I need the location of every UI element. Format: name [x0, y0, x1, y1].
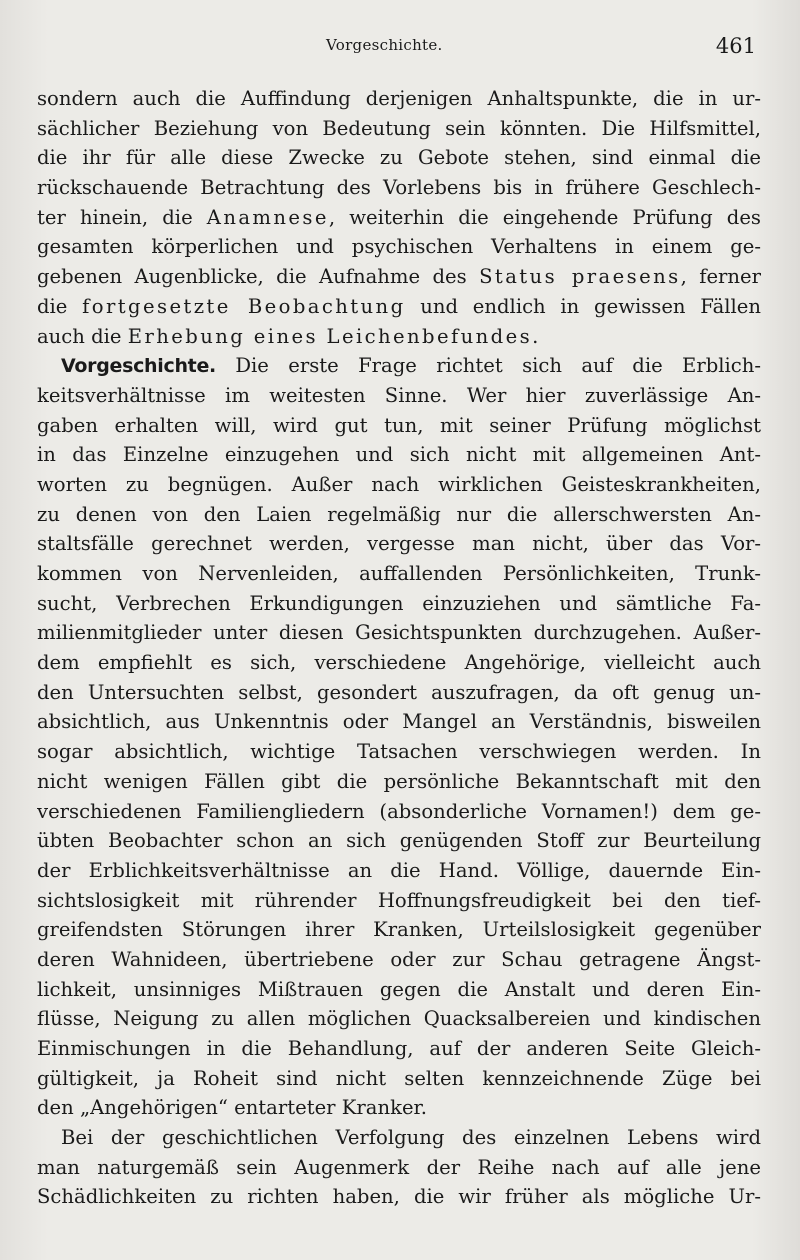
- text-line: [37, 559, 761, 589]
- line-text: zu denen von den Laien regelmäßig nur die allerschwersten An-: [37, 502, 761, 526]
- line-text: Bei der geschichtlichen Verfolgung des einzelnen Lebens wird: [61, 1126, 761, 1150]
- text-line: [37, 262, 761, 292]
- line-text: absichtlich, aus Unkenntnis oder Mangel an Verständnis, bisweilen: [37, 710, 761, 734]
- text-line: [37, 114, 761, 144]
- line-text: nicht wenigen Fällen gibt die persönliche Bekanntschaft mit den: [37, 769, 761, 793]
- line-text: milienmitglieder unter diesen Gesichtspunkten durchzugehen. Außer-: [37, 621, 761, 645]
- line-text: flüsse, Neigung zu allen möglichen Quacksalbereien und kindischen: [37, 1007, 761, 1031]
- page-number: 461: [715, 34, 756, 58]
- line-text: sucht, Verbrechen Erkundigungen einzuziehen und sämtliche Fa-: [37, 591, 761, 615]
- line-text: man naturgemäß sein Augenmerk der Reihe nach auf alle jene: [37, 1155, 761, 1179]
- text-line: [37, 945, 761, 975]
- text-line: [37, 322, 761, 352]
- line-text: staltsfälle gerechnet werden, vergesse man nicht, über das Vor-: [37, 532, 761, 556]
- line-text: den „Angehörigen“ entarteter Kranker.: [37, 1096, 427, 1120]
- line-text: , weiterhin die eingehende Prüfung des: [328, 205, 761, 229]
- text-line: [37, 1123, 761, 1153]
- line-text: und endlich in gewissen Fällen: [405, 294, 761, 318]
- line-text: verschiedenen Familiengliedern (absonderliche Vornamen!) dem ge-: [37, 799, 761, 823]
- line-text: die ihr für alle diese Zwecke zu Gebote stehen, sind einmal die: [37, 146, 761, 170]
- line-text: Schädlichkeiten zu richten haben, die wir früher als mögliche Ur-: [37, 1185, 761, 1209]
- text-line: [37, 1182, 761, 1212]
- text-line: [37, 915, 761, 945]
- line-text: , ferner: [680, 265, 761, 289]
- section-lead-heading: Vorgeschichte.: [61, 355, 216, 378]
- spaced-emphasis: Anamnese: [206, 205, 329, 229]
- text-line: [37, 1034, 761, 1064]
- line-text: sogar absichtlich, wichtige Tatsachen verschwiegen werden. In: [37, 740, 761, 764]
- text-line: [37, 411, 761, 441]
- text-line: [37, 589, 761, 619]
- line-text: ter hinein, die: [37, 205, 207, 229]
- text-line: [37, 529, 761, 559]
- line-text: dem empfiehlt es sich, verschiedene Angehörige, vielleicht auch: [37, 651, 761, 675]
- text-line: [37, 1064, 761, 1094]
- line-text: greifendsten Störungen ihrer Kranken, Urteilslosigkeit gegenüber: [37, 918, 761, 942]
- text-line: [37, 1153, 761, 1183]
- line-text: übten Beobachter schon an sich genügenden Stoff zur Beurteilung: [37, 829, 761, 853]
- line-text: gesamten körperlichen und psychischen Verhaltens in einem ge-: [37, 235, 761, 259]
- text-line: [37, 707, 761, 737]
- line-text: keitsverhältnisse im weitesten Sinne. Wer hier zuverlässige An-: [37, 383, 761, 407]
- line-text: lichkeit, unsinniges Mißtrauen gegen die Anstalt und deren Ein-: [37, 977, 761, 1001]
- text-line: [37, 767, 761, 797]
- spaced-emphasis: Erhebung eines Leichenbefundes: [127, 324, 533, 348]
- line-text: auch die: [37, 324, 128, 348]
- text-line: [37, 648, 761, 678]
- text-line: [37, 470, 761, 500]
- line-text: sächlicher Beziehung von Bedeutung sein könnten. Die Hilfsmittel,: [37, 116, 761, 140]
- line-text: worten zu begnügen. Außer nach wirklichen Geisteskrankheiten,: [37, 472, 761, 496]
- text-line: [37, 886, 761, 916]
- line-text: Einmischungen in die Behandlung, auf der anderen Seite Gleich-: [37, 1037, 761, 1060]
- text-line: [37, 797, 761, 827]
- body-text: [37, 84, 761, 1212]
- text-line: [37, 856, 761, 886]
- text-line: [37, 678, 761, 708]
- line-text: den Untersuchten selbst, gesondert auszufragen, da oft genug un-: [37, 680, 761, 704]
- line-text: sichtslosigkeit mit rührender Hoffnungsfreudigkeit bei den tief-: [37, 888, 761, 912]
- line-text: sondern auch die Auffindung derjenigen Anhaltspunkte, die in ur-: [37, 87, 761, 110]
- text-line: [37, 84, 761, 114]
- line-text: rückschauende Betrachtung des Vorlebens bis in frühere Geschlech-: [37, 176, 761, 200]
- text-line: [37, 737, 761, 767]
- line-text: kommen von Nervenleiden, auffallenden Persönlichkeiten, Trunk-: [37, 562, 761, 585]
- text-line: [37, 232, 761, 262]
- line-text: gaben erhalten will, wird gut tun, mit seiner Prüfung möglichst: [37, 413, 761, 437]
- line-text: Die erste Frage richtet sich auf die Erblich-: [215, 354, 761, 378]
- line-text: in das Einzelne einzugehen und sich nicht mit allgemeinen Ant-: [37, 443, 761, 467]
- text-line: [37, 203, 761, 233]
- text-line: [37, 975, 761, 1005]
- line-text: .: [532, 324, 539, 348]
- line-text: gebenen Augenblicke, die Aufnahme des: [37, 265, 480, 289]
- text-line: [37, 143, 761, 173]
- line-text: deren Wahnideen, übertriebene oder zur Schau getragene Ängst-: [37, 947, 761, 971]
- line-text: gültigkeit, ja Roheit sind nicht selten kennzeichnende Züge bei: [37, 1066, 761, 1090]
- line-text: die: [37, 294, 83, 318]
- text-line: [37, 500, 761, 530]
- text-line: [37, 1004, 761, 1034]
- text-line: [37, 173, 761, 203]
- running-head: [0, 32, 800, 62]
- spaced-emphasis: fortgesetzte Beobachtung: [82, 294, 406, 318]
- line-text: der Erblichkeitsverhältnisse an die Hand. Völlige, dauernde Ein-: [37, 858, 761, 882]
- text-line: [37, 351, 761, 381]
- text-line: [37, 381, 761, 411]
- text-line: [37, 1093, 761, 1123]
- text-line: [37, 440, 761, 470]
- spaced-emphasis: Status praesens: [479, 265, 681, 289]
- text-line: [37, 618, 761, 648]
- running-head-title: Vorgeschichte.: [326, 36, 443, 54]
- text-line: [37, 292, 761, 322]
- text-line: [37, 826, 761, 856]
